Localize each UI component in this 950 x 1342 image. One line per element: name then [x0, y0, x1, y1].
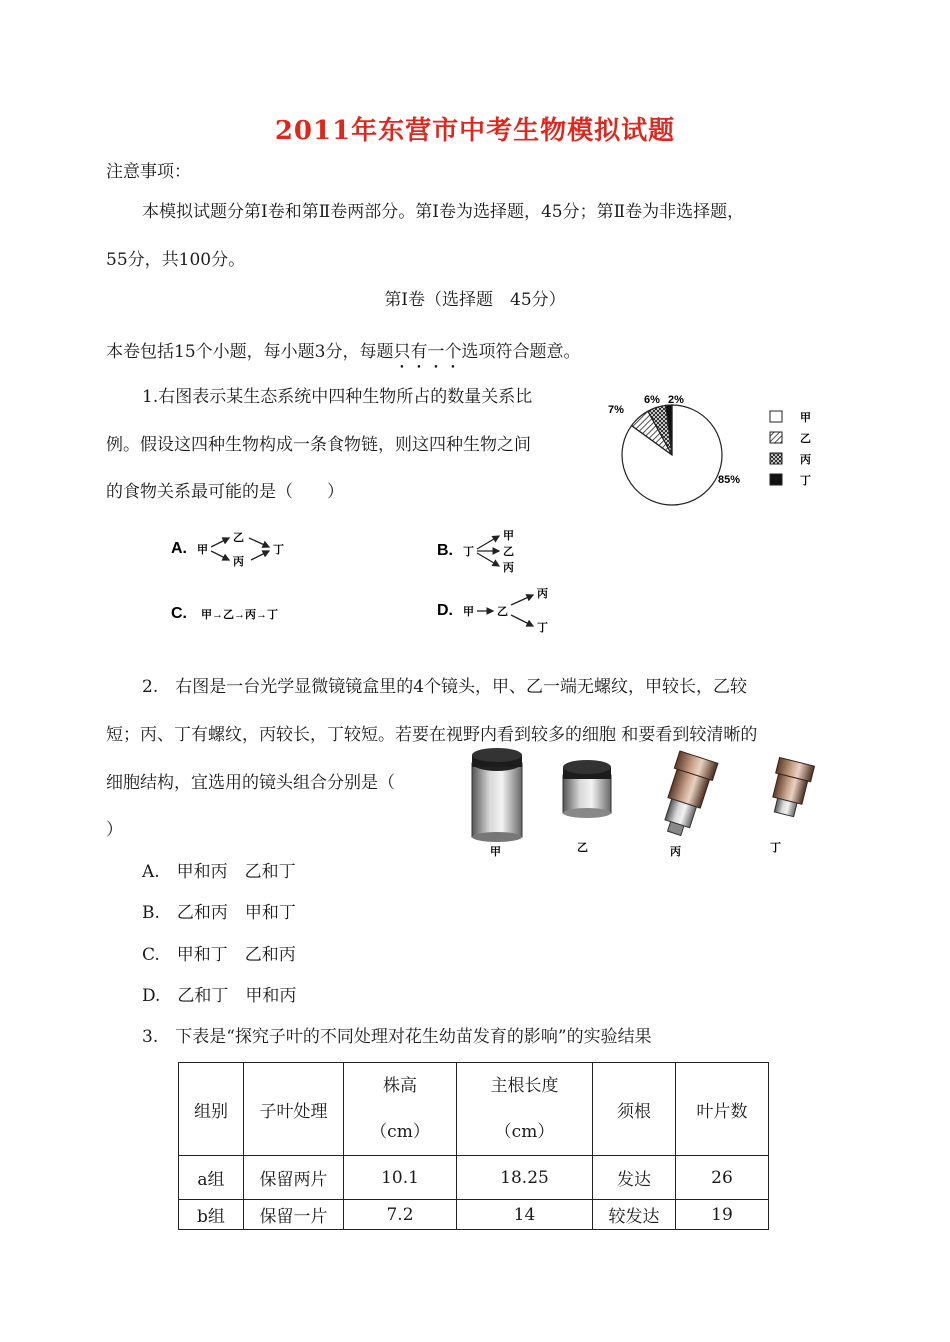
cell: 较发达 — [593, 1200, 676, 1230]
header-root-length — [457, 1063, 593, 1156]
q2-option-d: D. 乙和丁 甲和丙 — [142, 986, 297, 1006]
header-cotyledon: 子叶处理 — [244, 1063, 344, 1156]
notice-heading: 注意事项： — [106, 162, 191, 182]
pie-label-7: 7% — [608, 404, 624, 416]
option-b-ding: 丁 — [463, 546, 474, 558]
legend-label-ding: 丁 — [800, 475, 811, 487]
q2-line-2: 短；丙、丁有螺纹，丙较长，丁较短。若要在视野内看到较多的细胞 和要看到较清晰的 — [106, 725, 758, 745]
table-row — [179, 1200, 769, 1230]
q1-line-3: 的食物关系最可能的是（ ） — [106, 482, 344, 502]
lens-label-yi: 乙 — [577, 842, 588, 854]
legend-swatch-bing — [770, 453, 782, 464]
pie-label-2: 2% — [668, 394, 684, 406]
option-d-jia: 甲 — [463, 606, 474, 618]
q3-results-table — [178, 1062, 769, 1230]
legend-swatch-jia — [770, 411, 782, 422]
cell: a组 — [179, 1156, 244, 1200]
cell: 14 — [457, 1200, 593, 1230]
option-c-label: C. — [171, 605, 187, 622]
option-c-chain: 甲→乙→丙→丁 — [201, 609, 278, 621]
header-group: 组别 — [179, 1063, 244, 1156]
lens-bing — [655, 751, 718, 839]
q3-line-1: 3. 下表是“探究子叶的不同处理对花生幼苗发育的影响”的实验结果 — [142, 1027, 652, 1047]
q1-pie-chart — [600, 385, 830, 515]
pie-slices — [622, 405, 722, 505]
option-d-ding: 丁 — [537, 622, 548, 634]
q2-option-a: A. 甲和丙 乙和丁 — [142, 862, 296, 882]
option-b-yi: 乙 — [503, 546, 514, 558]
legend-swatch-ding — [770, 474, 782, 485]
option-a-label: A. — [171, 540, 187, 557]
pie-label-6: 6% — [644, 394, 660, 406]
q1-line-2: 例。假设这四种生物构成一条食物链，则这四种生物之间 — [106, 435, 531, 455]
option-b-jia: 甲 — [503, 530, 514, 542]
header-root-label: 主根长度 — [490, 1076, 559, 1096]
option-b-label: B. — [437, 542, 453, 559]
intro-line-1: 本模拟试题分第Ⅰ卷和第Ⅱ卷两部分。第Ⅰ卷为选择题，45分；第Ⅱ卷为非选择题， — [142, 202, 745, 222]
option-a-bing: 丙 — [233, 556, 244, 568]
emphasis-char: 只 — [393, 342, 411, 362]
emphasis-char: 有 — [410, 342, 428, 362]
option-a-ding: 丁 — [273, 544, 284, 556]
cell: b组 — [179, 1200, 244, 1230]
lens-label-jia: 甲 — [490, 846, 501, 858]
intro-line-2: 55分，共100分。 — [106, 250, 246, 270]
option-a-jia: 甲 — [197, 544, 208, 556]
q1-line-1: 1.右图表示某生态系统中四种生物所占的数量关系比 — [142, 387, 533, 407]
header-height-unit: （cm） — [370, 1122, 430, 1142]
option-b-bing: 丙 — [503, 562, 514, 574]
legend-label-bing: 丙 — [800, 454, 811, 466]
lens-ding — [766, 758, 814, 819]
instr-pre: 本卷包括15个小题，每小题3分，每题 — [106, 342, 394, 362]
q2-line-1: 2. 右图是一台光学显微镜镜盒里的4个镜头，甲、乙一端无螺纹，甲较长，乙较 — [142, 677, 748, 697]
q1-options — [165, 525, 585, 640]
section1-heading: 第Ⅰ卷（选择题 45分） — [384, 290, 566, 310]
q2-line-3: 细胞结构，宜选用的镜头组合分别是（ — [106, 773, 395, 793]
q2-option-c: C. 甲和丁 乙和丙 — [142, 945, 296, 965]
lens-label-bing: 丙 — [670, 846, 681, 858]
lens-jia — [472, 748, 522, 842]
header-height-label: 株高 — [383, 1076, 417, 1096]
cell: 保留两片 — [244, 1156, 344, 1200]
q2-option-b: B. 乙和丙 甲和丁 — [142, 903, 296, 923]
cell: 7.2 — [344, 1200, 457, 1230]
option-d-bing: 丙 — [537, 588, 548, 600]
legend-label-jia: 甲 — [800, 412, 811, 424]
option-d-label: D. — [437, 602, 453, 619]
cell: 保留一片 — [244, 1200, 344, 1230]
cell: 发达 — [593, 1156, 676, 1200]
instr-post: 选项符合题意。 — [461, 342, 581, 362]
lens-label-ding: 丁 — [770, 842, 781, 854]
lens-yi — [563, 760, 611, 818]
header-height — [344, 1063, 457, 1156]
cell: 10.1 — [344, 1156, 457, 1200]
cell: 26 — [676, 1156, 769, 1200]
q2-line-4: ） — [106, 820, 123, 840]
header-fibrous-root: 须根 — [593, 1063, 676, 1156]
emphasis-char: 一 — [427, 342, 445, 362]
legend-swatch-yi — [770, 432, 782, 443]
emphasis-char: 个 — [444, 342, 462, 362]
header-leaf-count: 叶片数 — [676, 1063, 769, 1156]
option-a-yi: 乙 — [233, 532, 244, 544]
q2-lens-images — [460, 745, 830, 860]
table-row — [179, 1156, 769, 1200]
option-d-yi: 乙 — [497, 606, 508, 618]
page-title: 2011年东营市中考生物模拟试题 — [274, 116, 676, 146]
cell: 18.25 — [457, 1156, 593, 1200]
section1-instructions — [106, 340, 580, 364]
legend-label-yi: 乙 — [800, 433, 811, 445]
table-header-row — [179, 1063, 769, 1156]
pie-label-85: 85% — [718, 474, 741, 486]
cell: 19 — [676, 1200, 769, 1230]
header-root-unit: （cm） — [494, 1122, 555, 1142]
